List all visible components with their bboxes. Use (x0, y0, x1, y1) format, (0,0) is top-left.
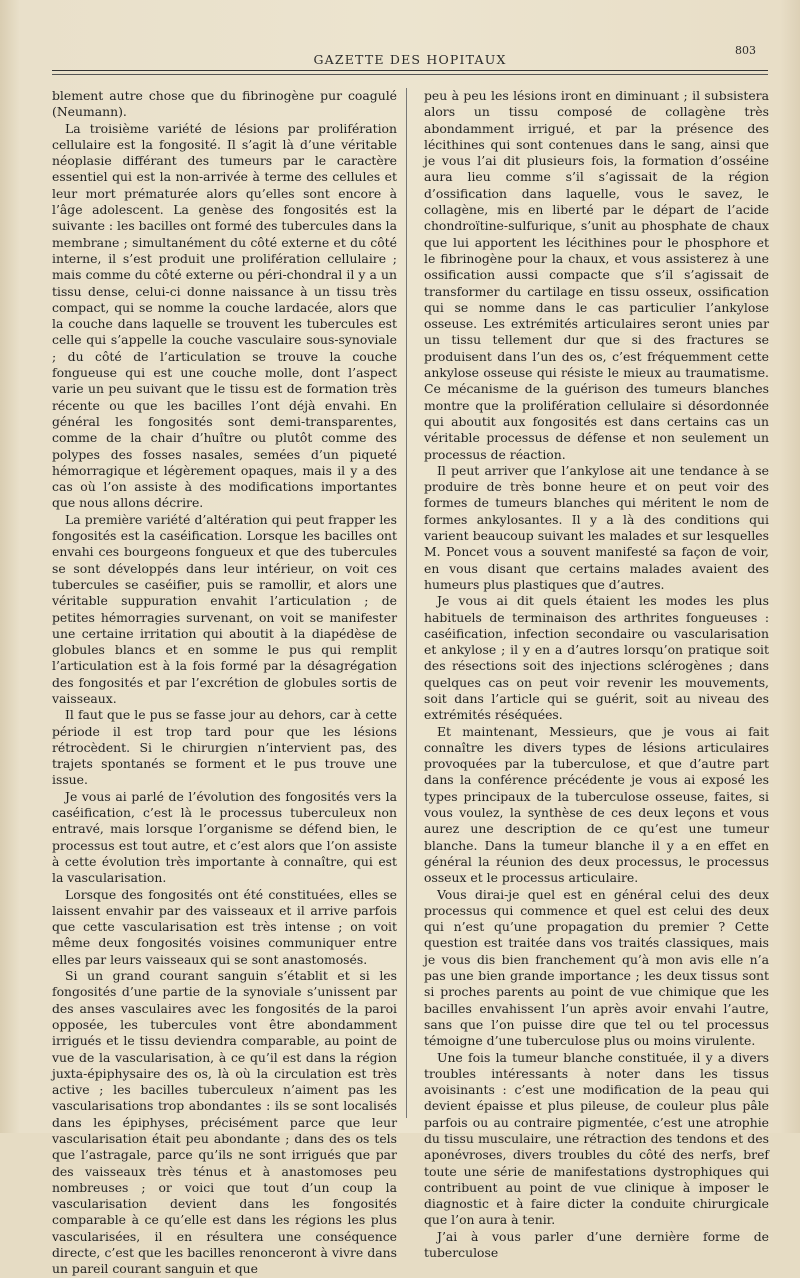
paragraph: Vous dirai-je quel est en général celui des deux processus qui commence et quel est celui des deux qui n’est qu’une propagation du premier ? Cette question est traitée dans vos traités classiques, mais je vous dis bien franchement qu’à mon avis elle n’a pas une bien grande importance ; les deux tissus sont si proches parents au point de vue chimique que les bacilles envahissent l’un après avoir envahi l’autre, sans que l’on puisse dire que tel ou tel processus témoigne d’une tuberculose plus ou moins virulente. (424, 886, 769, 1049)
paragraph: blement autre chose que du fibrinogène pur coagulé (Neumann). (52, 88, 397, 120)
page-number: 803 (735, 44, 756, 57)
paragraph: Il faut que le pus se fasse jour au dehors, car à cette période il est trop tard pour que les lésions rétrocèdent. Si le chirurgien n’intervient pas, des trajets spontanés se forment et le pus trouve une issue. (52, 707, 397, 788)
paragraph: La troisième variété de lésions par prolifération cellulaire est la fongosité. Il s’agit là d’une véritable néoplasie différant des tumeurs par le caractère essentiel qui est la non-arrivée à terme des cellules et leur mort prématurée alors qu’elles sont encore à l’âge adolescent. La genèse des fongosités est la suivante : les bacilles ont formé des tubercules dans la membrane ; simultanément du côté externe et du côté interne, il s’est produit une prolifération cellulaire ; mais comme du côté externe ou péri-chondral il y a un tissu dense, celui-ci donne naissance à un tissu très compact, qui se nomme la couche lardacée, alors que la couche dans laquelle se trouvent les tubercules est celle qui s’appelle la couche vasculaire sous-synoviale ; du côté de l’articulation se trouve la couche fongueuse qui est une couche molle, dont l’aspect varie un peu suivant que le tissu est de formation très récente ou que les bacilles l’ont déjà envahi. En général les fongosités sont demi-transparentes, comme de la chair d’huître ou plutôt comme des polypes des fosses nasales, semées d’un piqueté hémorragique et légèrement opaques, mais il y a des cas où l’on assiste à des modifications importantes que nous allons décrire. (52, 120, 397, 511)
paragraph: peu à peu les lésions iront en diminuant ; il subsistera alors un tissu composé de collagène très abondamment irrigué, et par la présence des lécithines qui sont contenues dans le sang, ainsi que je vous l’ai dit plusieurs fois, la formation d’osséine aura lieu comme s’il s’agissait de la région d’ossification dans laquelle, vous le savez, le collagène, mis en liberté par le départ de l’acide chondroïtine-sulfurique, s’unit au phosphate de chaux que lui apportent les lécithines pour le phosphore et le fibrinogène pour la chaux, et vous assisterez à une ossification aussi compacte que s’il s’agissait de transformer du cartilage en tissu osseux, ossification qui se nomme dans le cas particulier l’ankylose osseuse. Les extrémités articulaires seront unies par un tissu tellement dur que si des fractures se produisent dans l’un des os, c’est fréquemment cette ankylose osseuse qui résiste le mieux au traumatisme. Ce mécanisme de la guérison des tumeurs blanches montre que la prolifération cellulaire si désordonnée qui aboutit aux fongosités est dans certains cas un véritable processus de défense et non seulement un processus de réaction. (424, 88, 769, 462)
paragraph: Il peut arriver que l’ankylose ait une tendance à se produire de très bonne heure et on peut voir des formes de tumeurs blanches qui méritent le nom de formes ankylosantes. Il y a là des conditions qui varient beaucoup suivant les malades et sur lesquelles M. Poncet vous a souvent manifesté sa façon de voir, en vous disant que certains malades avaient des humeurs plus plastiques que d’autres. (424, 462, 769, 592)
running-title: GAZETTE DES HOPITAUX (313, 52, 507, 67)
paragraph: Je vous ai dit quels étaient les modes les plus habituels de terminaison des arthrites fongueuses : caséification, infection secondaire ou vascularisation et ankylose ; il y en a d’autres lorsqu’on pratique soit des résections soit des injections sclérogènes ; dans quelques cas on peut voir revenir les mouvements, soit dans l’article qui se guérit, soit au niveau des extrémités réséquées. (424, 593, 769, 723)
column-divider (406, 88, 407, 1118)
left-column (52, 88, 397, 1277)
header-rule-thin (52, 74, 768, 75)
paragraph: Une fois la tumeur blanche constituée, il y a divers troubles intéressants à noter dans les tissus avoisinants : c’est une modification de la peau qui devient épaisse et plus pileuse, de couleur plus pâle parfois ou au contraire pigmentée, c’est une atrophie du tissu musculaire, une rétraction des tendons et des aponévroses, divers troubles du côté des nerfs, bref toute une série de manifestations dystrophiques qui contribuent au point de vue clinique à imposer le diagnostic et à faire dicter la conduite chirurgicale que l’on aura à tenir. (424, 1049, 769, 1228)
page-header (50, 44, 770, 68)
paragraph: Et maintenant, Messieurs, que je vous ai fait connaître les divers types de lésions articulaires provoquées par la tuberculose, et que d’autre part dans la conférence précédente je vous ai exposé les types principaux de la tuberculose osseuse, faites, si vous voulez, la synthèse de ces deux leçons et vous aurez une description de ce qu’est une tumeur blanche. Dans la tumeur blanche il y a en effet en général la réunion des deux processus, le processus osseux et le processus articulaire. (424, 723, 769, 886)
header-rule-thick (52, 70, 768, 71)
paragraph: Je vous ai parlé de l’évolution des fongosités vers la caséification, c’est là le processus tuberculeux non entravé, mais lorsque l’organisme se défend bien, le processus est tout autre, et c’est alors que l’on assiste à cette évolution très importante à connaître, qui est la vascularisation. (52, 788, 397, 886)
paragraph: Si un grand courant sanguin s’établit et si les fongosités d’une partie de la synoviale s’unissent par des anses vasculaires avec les fongosités de la paroi opposée, les tubercules vont être abondamment irrigués et le tissu deviendra comparable, au point de vue de la vascularisation, à ce qu’il est dans la région juxta-épiphysaire des os, là où la circulation est très active ; les bacilles tuberculeux n’aiment pas les vascularisations trop abondantes : ils se sont localisés dans les épiphyses, précisément parce que leur vascularisation était peu abondante ; dans des os tels que l’astragale, parce qu’ils ne sont irrigués que par des vaisseaux très ténus et à anastomoses peu nombreuses ; or voici que tout d’un coup la vascularisation devient dans les fongosités comparable à ce qu’elle est dans les régions les plus vascularisées, il en résultera une conséquence directe, c’est que les bacilles renonceront à vivre dans un pareil courant sanguin et que (52, 968, 397, 1277)
paragraph: J’ai à vous parler d’une dernière forme de tuberculose (424, 1228, 769, 1261)
paragraph: Lorsque des fongosités ont été constituées, elles se laissent envahir par des vaisseaux et il arrive parfois que cette vascularisation est très intense ; on voit même deux fongosités voisines communiquer entre elles par leurs vaisseaux qui se sont anastomosés. (52, 886, 397, 967)
right-column (424, 88, 769, 1261)
paragraph: La première variété d’altération qui peut frapper les fongosités est la caséification. Lorsque les bacilles ont envahi ces bourgeons fongueux et que des tubercules se sont développés dans leur intérieur, on voit ces tubercules se caséifier, puis se ramollir, et alors une véritable suppuration envahit l’articulation ; de petites hémorragies survenant, on voit se manifester une certaine irritation qui aboutit à la diapédèse de globules blancs et en somme le pus qui remplit l’articulation est à la fois formé par la désagrégation des fongosités et par l’excrétion de globules sortis de vaisseaux. (52, 511, 397, 706)
